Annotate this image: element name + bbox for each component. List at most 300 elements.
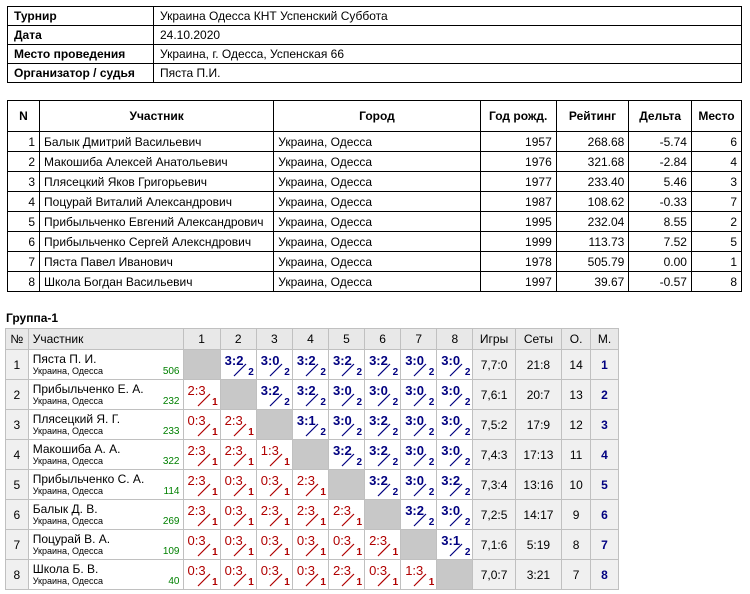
self-match-cell xyxy=(328,470,364,500)
match-points: 1 xyxy=(212,517,218,528)
participant-cell: 108.62 xyxy=(556,192,629,212)
match-points: 2 xyxy=(428,487,435,498)
slash-icon xyxy=(305,393,319,407)
match-score-cell xyxy=(401,380,437,410)
participant-row xyxy=(8,152,742,172)
player-name: Плясецкий Я. Г. xyxy=(32,412,121,426)
participant-cell: 233.40 xyxy=(556,172,629,192)
games-value: 7,4:3 xyxy=(473,440,515,470)
match-points: 2 xyxy=(320,397,326,408)
match-score-cell xyxy=(328,440,364,470)
participant-cell: 5.46 xyxy=(629,172,692,192)
slash-icon xyxy=(233,363,247,377)
sets-value: 17:13 xyxy=(515,440,561,470)
match-score: 3:2 xyxy=(332,443,352,458)
participant-cell: Пяста Павел Иванович xyxy=(40,252,274,272)
match-points: 2 xyxy=(284,397,290,408)
match-score-cell xyxy=(437,350,473,380)
place-value: 6 xyxy=(591,500,619,530)
match-score: 1:3 xyxy=(260,443,279,458)
match-points: 2 xyxy=(392,367,399,378)
group-header-sets: Сеты xyxy=(515,329,561,350)
participant-cell: 1995 xyxy=(480,212,556,232)
participant-cell: Украина, Одесса xyxy=(274,272,480,292)
match-score: 2:3 xyxy=(296,473,315,488)
self-match-cell xyxy=(256,410,292,440)
match-score-cell xyxy=(437,470,473,500)
player-name: Макошиба А. А. xyxy=(32,442,121,456)
self-match-cell xyxy=(401,530,437,560)
points-value: 7 xyxy=(562,560,591,590)
player-city: Украина, Одесса xyxy=(32,426,104,436)
participant-cell: 1978 xyxy=(480,252,556,272)
group-header-games: Игры xyxy=(473,329,515,350)
match-points: 1 xyxy=(284,457,290,468)
slash-icon xyxy=(269,513,283,527)
participant-cell: 3 xyxy=(8,172,40,192)
sets-value: 20:7 xyxy=(515,380,561,410)
place-value: 5 xyxy=(591,470,619,500)
match-points: 1 xyxy=(212,457,218,468)
match-score: 3:0 xyxy=(405,413,424,428)
group-row xyxy=(6,350,619,380)
participant-cell: Украина, Одесса xyxy=(274,232,480,252)
match-score: 3:2 xyxy=(296,383,316,398)
match-points: 2 xyxy=(392,397,399,408)
points-value: 12 xyxy=(562,410,591,440)
player-city: Украина, Одесса xyxy=(32,366,104,376)
participant-cell: Школа Богдан Васильевич xyxy=(40,272,274,292)
match-score: 3:2 xyxy=(332,353,352,368)
match-score-cell xyxy=(401,560,437,590)
match-score: 3:1 xyxy=(296,413,316,428)
match-score: 2:3 xyxy=(224,413,243,428)
slash-icon xyxy=(377,543,391,557)
match-points: 2 xyxy=(356,367,363,378)
slash-icon xyxy=(197,483,211,497)
slash-icon xyxy=(269,453,283,467)
games-value: 7,2:5 xyxy=(473,500,515,530)
info-value: Украина, г. Одесса, Успенская 66 xyxy=(154,45,742,64)
slash-icon xyxy=(449,483,463,497)
games-value: 7,0:7 xyxy=(473,560,515,590)
match-score-cell xyxy=(328,350,364,380)
match-score: 0:3 xyxy=(224,473,243,488)
participant-cell: 6 xyxy=(8,232,40,252)
group-row-number: 1 xyxy=(6,350,29,380)
match-points: 1 xyxy=(392,547,399,558)
match-points: 2 xyxy=(464,397,471,408)
player-rating: 114 xyxy=(163,486,180,497)
group-results-table xyxy=(5,328,619,590)
match-score-cell xyxy=(220,470,256,500)
match-points: 1 xyxy=(284,547,290,558)
group-player-cell xyxy=(28,500,183,530)
match-score-cell xyxy=(183,500,220,530)
place-value: 2 xyxy=(591,380,619,410)
match-score: 2:3 xyxy=(332,503,352,518)
participants-header: Место xyxy=(691,101,741,132)
match-points: 1 xyxy=(392,577,399,588)
slash-icon xyxy=(233,513,247,527)
match-score: 2:3 xyxy=(187,383,206,398)
match-score: 0:3 xyxy=(187,563,206,578)
player-city: Украина, Одесса xyxy=(32,516,104,526)
sets-value: 13:16 xyxy=(515,470,561,500)
match-score-cell xyxy=(401,410,437,440)
group-row-number: 8 xyxy=(6,560,29,590)
match-score: 3:1 xyxy=(441,533,461,548)
match-points: 2 xyxy=(464,427,471,438)
group-header-place: М. xyxy=(591,329,619,350)
match-points: 2 xyxy=(428,457,435,468)
info-row xyxy=(8,64,742,83)
tournament-info-table xyxy=(7,6,742,83)
participant-row xyxy=(8,272,742,292)
slash-icon xyxy=(197,393,211,407)
match-score-cell xyxy=(183,440,220,470)
slash-icon xyxy=(305,483,319,497)
group-header-col: 4 xyxy=(292,329,328,350)
match-score: 3:2 xyxy=(405,503,424,518)
participant-cell: 1977 xyxy=(480,172,556,192)
match-score: 3:2 xyxy=(369,413,388,428)
match-score-cell xyxy=(256,350,292,380)
match-score-cell xyxy=(256,530,292,560)
match-score: 3:0 xyxy=(441,413,461,428)
match-score-cell xyxy=(256,500,292,530)
match-points: 1 xyxy=(284,487,290,498)
participant-cell: Прибыльченко Сергей Алексндрович xyxy=(40,232,274,252)
participant-cell: -0.57 xyxy=(629,272,692,292)
participants-table xyxy=(7,100,742,292)
match-score-cell xyxy=(292,380,328,410)
participant-cell: Украина, Одесса xyxy=(274,192,480,212)
participant-cell: Украина, Одесса xyxy=(274,252,480,272)
slash-icon xyxy=(233,573,247,587)
sets-value: 14:17 xyxy=(515,500,561,530)
match-score-cell xyxy=(256,470,292,500)
participants-header: Рейтинг xyxy=(556,101,629,132)
slash-icon xyxy=(269,543,283,557)
match-points: 1 xyxy=(320,547,326,558)
points-value: 11 xyxy=(562,440,591,470)
match-points: 1 xyxy=(248,547,254,558)
slash-icon xyxy=(305,543,319,557)
match-points: 1 xyxy=(248,457,254,468)
match-score-cell xyxy=(183,410,220,440)
slash-icon xyxy=(449,423,463,437)
group-player-cell xyxy=(28,410,183,440)
match-score: 0:3 xyxy=(260,473,279,488)
points-value: 14 xyxy=(562,350,591,380)
player-name: Поцурай В. А. xyxy=(32,532,111,546)
participant-cell: Украина, Одесса xyxy=(274,132,480,152)
participant-cell: Украина, Одесса xyxy=(274,172,480,192)
match-points: 2 xyxy=(392,487,399,498)
info-label: Место проведения xyxy=(8,45,154,64)
slash-icon xyxy=(197,513,211,527)
match-score-cell xyxy=(292,560,328,590)
participant-cell: Украина, Одесса xyxy=(274,152,480,172)
points-value: 10 xyxy=(562,470,591,500)
match-points: 2 xyxy=(464,517,471,528)
participant-cell: 1 xyxy=(8,132,40,152)
group-header-points: О. xyxy=(562,329,591,350)
match-points: 2 xyxy=(428,367,435,378)
match-score-cell xyxy=(437,380,473,410)
slash-icon xyxy=(233,453,247,467)
match-score: 3:2 xyxy=(369,443,388,458)
group-header-col: 1 xyxy=(183,329,220,350)
match-points: 2 xyxy=(284,367,290,378)
match-points: 1 xyxy=(212,487,218,498)
player-city: Украина, Одесса xyxy=(32,456,104,466)
group-header-col: 8 xyxy=(437,329,473,350)
match-score-cell xyxy=(437,530,473,560)
participant-cell: 505.79 xyxy=(556,252,629,272)
player-city: Украина, Одесса xyxy=(32,396,104,406)
match-score: 0:3 xyxy=(260,563,279,578)
match-score-cell xyxy=(256,560,292,590)
match-score-cell xyxy=(292,410,328,440)
group-player-cell xyxy=(28,560,183,590)
match-score: 3:0 xyxy=(441,503,461,518)
participant-cell: 5 xyxy=(691,232,741,252)
player-city: Украина, Одесса xyxy=(32,486,104,496)
participant-cell: 8 xyxy=(691,272,741,292)
group-player-cell xyxy=(28,380,183,410)
info-label: Организатор / судья xyxy=(8,64,154,83)
slash-icon xyxy=(197,423,211,437)
group-header-col: 2 xyxy=(220,329,256,350)
group-row xyxy=(6,380,619,410)
participant-cell: 321.68 xyxy=(556,152,629,172)
place-value: 3 xyxy=(591,410,619,440)
participant-row xyxy=(8,132,742,152)
player-rating: 322 xyxy=(162,456,180,467)
slash-icon xyxy=(449,543,463,557)
slash-icon xyxy=(269,393,283,407)
match-score-cell xyxy=(328,560,364,590)
match-score-cell xyxy=(220,410,256,440)
match-points: 1 xyxy=(428,577,435,588)
slash-icon xyxy=(197,453,211,467)
match-score: 3:2 xyxy=(224,353,244,368)
participant-cell: 268.68 xyxy=(556,132,629,152)
place-value: 8 xyxy=(591,560,619,590)
games-value: 7,1:6 xyxy=(473,530,515,560)
group-row-number: 6 xyxy=(6,500,29,530)
match-points: 2 xyxy=(428,397,435,408)
slash-icon xyxy=(197,573,211,587)
match-points: 1 xyxy=(248,517,254,528)
player-name: Балык Д. В. xyxy=(32,502,98,516)
match-points: 1 xyxy=(284,577,290,588)
group-player-cell xyxy=(28,470,183,500)
match-score-cell xyxy=(292,500,328,530)
match-score-cell xyxy=(365,530,401,560)
player-name: Школа Б. В. xyxy=(32,562,99,576)
match-points: 1 xyxy=(212,547,218,558)
games-value: 7,7:0 xyxy=(473,350,515,380)
participant-row xyxy=(8,212,742,232)
participant-cell: Прибыльченко Евгений Александрович xyxy=(40,212,274,232)
games-value: 7,6:1 xyxy=(473,380,515,410)
match-score-cell xyxy=(220,500,256,530)
slash-icon xyxy=(305,363,319,377)
slash-icon xyxy=(413,363,427,377)
slash-icon xyxy=(341,513,355,527)
match-score-cell xyxy=(437,500,473,530)
group-row xyxy=(6,410,619,440)
match-score: 2:3 xyxy=(187,473,206,488)
participants-header: Дельта xyxy=(629,101,692,132)
match-points: 2 xyxy=(392,457,399,468)
slash-icon xyxy=(269,483,283,497)
match-points: 1 xyxy=(356,577,363,588)
participant-cell: -0.33 xyxy=(629,192,692,212)
match-points: 1 xyxy=(248,427,254,438)
match-points: 2 xyxy=(464,487,471,498)
slash-icon xyxy=(377,393,391,407)
match-points: 1 xyxy=(248,487,254,498)
slash-icon xyxy=(305,513,319,527)
info-label: Дата xyxy=(8,26,154,45)
match-score: 0:3 xyxy=(369,563,388,578)
participant-cell: -2.84 xyxy=(629,152,692,172)
participant-cell: 4 xyxy=(8,192,40,212)
participants-header: Участник xyxy=(40,101,274,132)
match-score-cell xyxy=(183,380,220,410)
participant-cell: 2 xyxy=(691,212,741,232)
match-score: 1:3 xyxy=(405,563,424,578)
participant-cell: 1987 xyxy=(480,192,556,212)
participant-cell: 6 xyxy=(691,132,741,152)
match-score-cell xyxy=(292,470,328,500)
match-score-cell xyxy=(437,410,473,440)
match-points: 1 xyxy=(320,517,326,528)
participant-cell: 1976 xyxy=(480,152,556,172)
player-rating: 269 xyxy=(162,516,180,527)
match-points: 2 xyxy=(464,457,471,468)
participant-cell: 3 xyxy=(691,172,741,192)
info-label: Турнир xyxy=(8,7,154,26)
info-value: Пяста П.И. xyxy=(154,64,742,83)
participant-row xyxy=(8,172,742,192)
match-points: 1 xyxy=(248,577,254,588)
match-score: 0:3 xyxy=(296,563,315,578)
match-score-cell xyxy=(401,470,437,500)
match-points: 1 xyxy=(320,577,326,588)
participant-cell: 39.67 xyxy=(556,272,629,292)
match-score-cell xyxy=(328,380,364,410)
slash-icon xyxy=(377,423,391,437)
match-points: 2 xyxy=(356,427,363,438)
slash-icon xyxy=(269,573,283,587)
match-score-cell xyxy=(220,530,256,560)
place-value: 7 xyxy=(591,530,619,560)
match-score: 3:2 xyxy=(441,473,461,488)
slash-icon xyxy=(305,423,319,437)
match-score: 3:0 xyxy=(441,353,461,368)
match-score-cell xyxy=(365,560,401,590)
slash-icon xyxy=(341,543,355,557)
match-points: 2 xyxy=(464,547,471,558)
group-player-cell xyxy=(28,530,183,560)
group-row-number: 2 xyxy=(6,380,29,410)
participant-cell: Поцурай Виталий Александрович xyxy=(40,192,274,212)
info-value: 24.10.2020 xyxy=(154,26,742,45)
match-score-cell xyxy=(401,350,437,380)
match-score: 3:2 xyxy=(296,353,316,368)
slash-icon xyxy=(341,393,355,407)
place-value: 4 xyxy=(591,440,619,470)
self-match-cell xyxy=(292,440,328,470)
match-points: 2 xyxy=(320,427,326,438)
participant-row xyxy=(8,232,742,252)
match-points: 1 xyxy=(212,427,218,438)
participant-cell: 7.52 xyxy=(629,232,692,252)
slash-icon xyxy=(413,393,427,407)
match-score: 3:0 xyxy=(405,383,424,398)
slash-icon xyxy=(233,423,247,437)
match-score: 2:3 xyxy=(332,563,352,578)
match-score-cell xyxy=(365,470,401,500)
points-value: 13 xyxy=(562,380,591,410)
match-score: 0:3 xyxy=(187,413,206,428)
group-header-player: Участник xyxy=(28,329,183,350)
participant-cell: 0.00 xyxy=(629,252,692,272)
games-value: 7,3:4 xyxy=(473,470,515,500)
player-name: Прибыльченко С. А. xyxy=(32,472,145,486)
match-points: 2 xyxy=(464,367,471,378)
self-match-cell xyxy=(365,500,401,530)
group-player-cell xyxy=(28,350,183,380)
match-score: 3:0 xyxy=(369,383,388,398)
group-header-col: 7 xyxy=(401,329,437,350)
slash-icon xyxy=(449,513,463,527)
match-score: 3:0 xyxy=(441,443,461,458)
slash-icon xyxy=(341,423,355,437)
slash-icon xyxy=(341,453,355,467)
match-score-cell xyxy=(437,440,473,470)
match-score-cell xyxy=(183,560,220,590)
match-score: 3:0 xyxy=(405,443,424,458)
match-points: 1 xyxy=(212,397,218,408)
match-score: 0:3 xyxy=(224,503,243,518)
group-player-cell xyxy=(28,440,183,470)
slash-icon xyxy=(341,363,355,377)
match-points: 2 xyxy=(356,397,363,408)
participant-cell: 8.55 xyxy=(629,212,692,232)
self-match-cell xyxy=(220,380,256,410)
participant-cell: 1 xyxy=(691,252,741,272)
match-score-cell xyxy=(220,440,256,470)
participants-header: N xyxy=(8,101,40,132)
player-rating: 233 xyxy=(162,426,180,437)
match-score-cell xyxy=(220,560,256,590)
match-score-cell xyxy=(292,530,328,560)
sets-value: 3:21 xyxy=(515,560,561,590)
match-score: 3:2 xyxy=(369,473,388,488)
games-value: 7,5:2 xyxy=(473,410,515,440)
info-row xyxy=(8,45,742,64)
place-value: 1 xyxy=(591,350,619,380)
match-score: 2:3 xyxy=(187,443,206,458)
group-row-number: 3 xyxy=(6,410,29,440)
player-name: Прибыльченко Е. А. xyxy=(32,382,144,396)
